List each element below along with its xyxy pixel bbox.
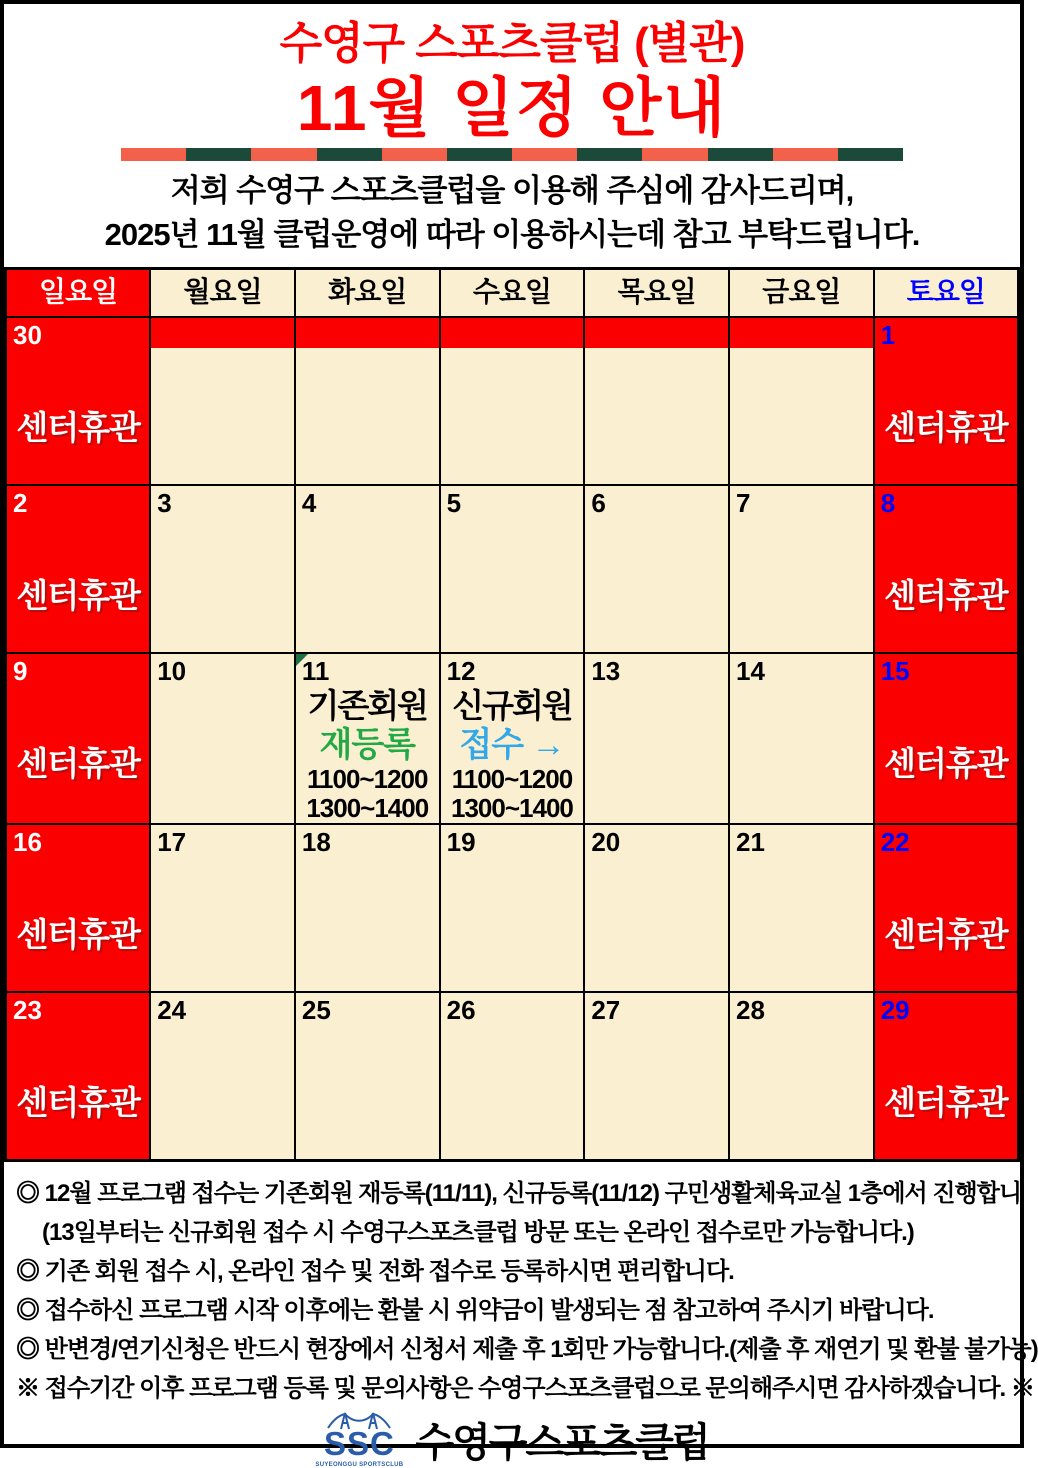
- calendar-cell-28: [729, 992, 874, 1161]
- date-number: 22: [880, 827, 910, 857]
- date-number: 7: [736, 488, 751, 518]
- date-number: 3: [157, 488, 172, 518]
- page-subtitle: 11월 일정 안내: [296, 72, 728, 144]
- divider-segment: [577, 148, 642, 161]
- special-line: 1300~1400: [451, 793, 573, 823]
- calendar-cell-9: [6, 653, 151, 824]
- calendar-cell-13: [584, 653, 729, 824]
- ssc-caption: SUYEONGGU SPORTSCLUB: [315, 1462, 404, 1468]
- calendar-cell-23: [6, 992, 151, 1161]
- calendar-cell-17: [150, 824, 295, 992]
- intro-line-2: 2025년 11월 클럽운영에 따라 이용하시는데 참고 부탁드립니다.: [104, 217, 920, 252]
- calendar-cell-16: [6, 824, 151, 992]
- calendar-header-row: [6, 269, 1019, 318]
- calendar-cell-15: [874, 653, 1019, 824]
- date-number: 10: [157, 656, 187, 686]
- closed-label: 센터휴관: [16, 916, 140, 953]
- calendar-cell-1: [874, 317, 1019, 485]
- calendar-cell-2: [6, 485, 151, 653]
- divider-segment: [838, 148, 903, 161]
- date-number: 14: [736, 656, 765, 686]
- date-number: 18: [301, 827, 331, 857]
- calendar-cell-empty: [295, 317, 440, 485]
- calendar-cell-20: [584, 824, 729, 992]
- calendar-cell-21: [729, 824, 874, 992]
- date-number: 12: [446, 656, 476, 686]
- day-header-saturday: 토요일: [874, 269, 1019, 318]
- date-number: 13: [591, 656, 621, 686]
- intro-line-1: 저희 수영구 스포츠클럽을 이용해 주심에 감사드리며,: [170, 173, 854, 208]
- calendar-cell-27: [584, 992, 729, 1161]
- calendar-cell-30: [6, 317, 151, 485]
- divider-segment: [186, 148, 251, 161]
- divider-segment: [512, 148, 577, 161]
- date-number: 5: [446, 488, 462, 518]
- closed-label: 센터휴관: [16, 1084, 140, 1121]
- date-number: 21: [736, 827, 765, 857]
- comment-marker-icon: [296, 654, 308, 666]
- closed-label: 센터휴관: [884, 577, 1008, 614]
- closed-label: 센터휴관: [884, 409, 1008, 446]
- calendar-cell-7: [729, 485, 874, 653]
- calendar-body: [6, 317, 1019, 1161]
- calendar-cell-8: [874, 485, 1019, 653]
- date-number: 17: [157, 827, 187, 857]
- calendar-cell-12: [440, 653, 585, 824]
- calendar-table: [4, 267, 1020, 1162]
- date-number: 9: [13, 656, 28, 686]
- date-number: 27: [591, 995, 621, 1025]
- notes-section: [4, 1174, 1038, 1408]
- date-number: 16: [13, 827, 42, 857]
- calendar-cell-5: [440, 485, 585, 653]
- calendar-cell-empty: [584, 317, 729, 485]
- special-line: 접수 →: [459, 726, 565, 764]
- calendar-week-row: [6, 992, 1019, 1161]
- closed-label: 센터휴관: [16, 409, 140, 446]
- calendar-cell-14: [729, 653, 874, 824]
- special-line: 기존회원: [307, 687, 428, 724]
- page-title: 수영구 스포츠클럽 (별관): [279, 19, 745, 68]
- divider-segment: [121, 148, 186, 161]
- calendar-cell-29: [874, 992, 1019, 1161]
- day-header-weekday: 화요일: [295, 269, 440, 318]
- ssc-logo: [315, 1410, 403, 1468]
- calendar-week-row: [6, 317, 1019, 485]
- closed-label: 센터휴관: [16, 577, 140, 614]
- note-line: ◎ 반변경/연기신청은 반드시 현장에서 신청서 제출 후 1회만 가능합니다.(제출 후 재연기 및 환불 불가능): [16, 1336, 1038, 1363]
- date-number: 15: [880, 656, 910, 686]
- calendar-cell-11: [295, 653, 440, 824]
- note-line: ◎ 12월 프로그램 접수는 기존회원 재등록(11/11), 신규등록(11/12) 구민생활체육교실 1층에서 진행합니: [16, 1180, 1022, 1207]
- day-header-weekday: 월요일: [150, 269, 295, 318]
- calendar-cell-empty: [440, 317, 585, 485]
- divider-segment: [317, 148, 382, 161]
- calendar-cell-6: [584, 485, 729, 653]
- special-line: 재등록: [319, 726, 416, 764]
- note-line: ※ 접수기간 이후 프로그램 등록 및 문의사항은 수영구스포츠클럽으로 문의해주시면 감사하겠습니다. ※: [16, 1375, 1034, 1402]
- date-number: 19: [446, 827, 476, 857]
- calendar-cell-25: [295, 992, 440, 1161]
- day-header-weekday: 금요일: [729, 269, 874, 318]
- date-number: 24: [157, 995, 187, 1025]
- date-number: 30: [13, 320, 42, 350]
- footer-logo: [4, 1410, 1020, 1468]
- note-line: (13일부터는 신규회원 접수 시 수영구스포츠클럽 방문 또는 온라인 접수로만 가능합니다.): [42, 1219, 914, 1246]
- date-number: 4: [301, 488, 317, 518]
- intro-text: [4, 169, 1020, 257]
- divider-segment: [447, 148, 512, 161]
- date-number: 25: [301, 995, 331, 1025]
- date-number: 1: [880, 320, 896, 350]
- special-line: 1300~1400: [306, 793, 429, 823]
- divider-segment: [251, 148, 316, 161]
- closed-label: 센터휴관: [884, 916, 1008, 953]
- divider-segment: [382, 148, 447, 161]
- calendar-cell-empty: [729, 317, 874, 485]
- day-header-weekday: 수요일: [440, 269, 585, 318]
- calendar-week-row: [6, 485, 1019, 653]
- calendar-week-row: [6, 653, 1019, 824]
- note-line: ◎ 기존 회원 접수 시, 온라인 접수 및 전화 접수로 등록하시면 편리합니다.: [16, 1258, 734, 1285]
- divider-segment: [708, 148, 773, 161]
- special-line: 1100~1200: [307, 764, 428, 794]
- calendar-cell-19: [440, 824, 585, 992]
- club-name: 수영구스포츠클럽: [415, 1420, 709, 1465]
- closed-label: 센터휴관: [884, 1084, 1008, 1121]
- calendar-cell-22: [874, 824, 1019, 992]
- calendar-week-row: [6, 824, 1019, 992]
- ssc-wordmark: SSC: [324, 1425, 395, 1462]
- calendar-cell-18: [295, 824, 440, 992]
- calendar-cell-empty: [150, 317, 295, 485]
- divider-segment: [773, 148, 838, 161]
- date-number: 11: [301, 656, 330, 686]
- date-number: 20: [591, 827, 621, 857]
- date-number: 29: [880, 995, 910, 1025]
- special-line: 신규회원: [452, 687, 572, 724]
- calendar-cell-10: [150, 653, 295, 824]
- closed-label: 센터휴관: [884, 745, 1008, 782]
- striped-divider: [121, 148, 903, 161]
- date-number: 2: [13, 488, 28, 518]
- calendar-cell-3: [150, 485, 295, 653]
- note-line: ◎ 접수하신 프로그램 시작 이후에는 환불 시 위약금이 발생되는 점 참고하여 주시기 바랍니다.: [16, 1297, 934, 1324]
- date-number: 8: [880, 488, 896, 518]
- calendar-cell-26: [440, 992, 585, 1161]
- date-number: 28: [736, 995, 765, 1025]
- day-header-weekday: 목요일: [584, 269, 729, 318]
- day-header-sunday: 일요일: [6, 269, 151, 318]
- calendar-cell-24: [150, 992, 295, 1161]
- date-number: 6: [591, 488, 606, 518]
- closed-label: 센터휴관: [16, 745, 140, 782]
- calendar-cell-4: [295, 485, 440, 653]
- divider-segment: [642, 148, 707, 161]
- date-number: 23: [13, 995, 42, 1025]
- special-line: 1100~1200: [451, 764, 573, 794]
- date-number: 26: [446, 995, 476, 1025]
